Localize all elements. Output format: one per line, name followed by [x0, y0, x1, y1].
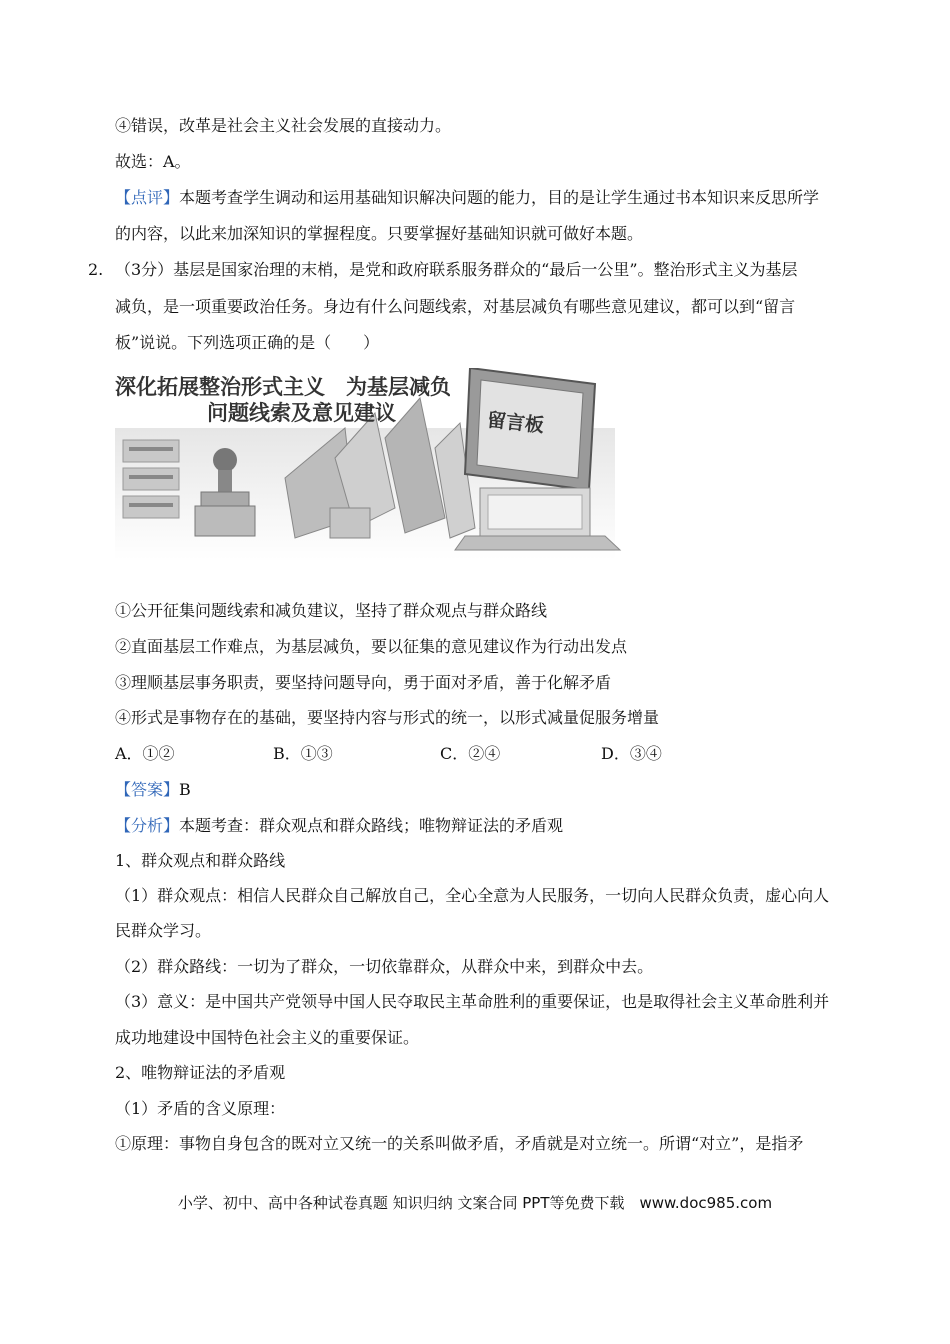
statement: ②直面基层工作难点，为基层减负，要以征集的意见建议作为行动出发点: [115, 637, 628, 656]
body-line: 民群众学习。: [115, 921, 212, 940]
answer-line: [115, 779, 191, 801]
question-illustration: [115, 368, 625, 560]
box-icon: [330, 508, 370, 538]
comment-line-2: 的内容，以此来加深知识的掌握程度。只要掌握好基础知识就可做好本题。: [115, 224, 644, 243]
answer-tag: 【答案】: [115, 780, 180, 799]
page-footer: 小学、初中、高中各种试卷真题 知识归纳 文案合同 PPT等免费下载 www.doc985.com: [177, 1194, 773, 1212]
statement: ④形式是事物存在的基础，要坚持内容与形式的统一，以形式减量促服务增量: [115, 708, 660, 727]
body-line: 1、群众观点和群众路线: [115, 851, 286, 870]
body-line: ①原理：事物自身包含的既对立又统一的关系叫做矛盾，矛盾就是对立统一。所谓“对立”，是指矛: [115, 1134, 804, 1153]
analysis-tag: 【分析】: [115, 816, 180, 835]
option-b: B．①③: [273, 744, 333, 763]
option-c: C．②④: [440, 744, 501, 763]
body-line: （2）群众路线：一切为了群众，一切依靠群众，从群众中来，到群众中去。: [115, 957, 654, 976]
body-line: 2、唯物辩证法的矛盾观: [115, 1063, 286, 1082]
board-label: 留言板: [485, 409, 545, 437]
body-line: （1）矛盾的含义原理：: [115, 1099, 286, 1118]
question-line: 减负，是一项重要政治任务。身边有什么问题线索，对基层减负有哪些意见建议，都可以到“留言: [115, 297, 796, 316]
statement: ③理顺基层事务职责，要坚持问题导向，勇于面对矛盾，善于化解矛盾: [115, 673, 612, 692]
option-d: D．③④: [601, 744, 662, 763]
comment-line: [115, 187, 819, 209]
illustration-title-2: 问题线索及意见建议: [207, 401, 396, 425]
comment-text: 本题考查学生调动和运用基础知识解决问题的能力，目的是让学生通过书本知识来反思所学: [179, 188, 820, 207]
question-line: （3分）基层是国家治理的末梢，是党和政府联系服务群众的“最后一公里”。整治形式主义为基层: [115, 260, 798, 279]
analysis-text: 本题考查：群众观点和群众路线；唯物辩证法的矛盾观: [179, 816, 564, 835]
option-a: A．①②: [115, 744, 175, 763]
question-number: 2.: [88, 260, 104, 279]
illustration-title-1: 深化拓展整治形式主义 为基层减负: [115, 375, 451, 399]
analysis-line: [115, 815, 563, 837]
body-line: 成功地建设中国特色社会主义的重要保证。: [115, 1028, 420, 1047]
body-line: （3）意义：是中国共产党领导中国人民夺取民主革命胜利的重要保证，也是取得社会主义革命胜利并: [115, 992, 830, 1011]
answer-text: B: [179, 780, 191, 799]
document-list-icon: [123, 440, 179, 518]
text-line: 故选：A。: [115, 152, 191, 171]
question-line: 板”说说。下列选项正确的是（ ）: [115, 333, 380, 352]
statement: ①公开征集问题线索和减负建议，坚持了群众观点与群众路线: [115, 601, 548, 620]
text-line: ④错误，改革是社会主义社会发展的直接动力。: [115, 116, 452, 135]
body-line: （1）群众观点：相信人民群众自己解放自己，全心全意为人民服务，一切向人民群众负责，虚心向人: [115, 886, 830, 905]
comment-tag: 【点评】: [115, 188, 180, 207]
